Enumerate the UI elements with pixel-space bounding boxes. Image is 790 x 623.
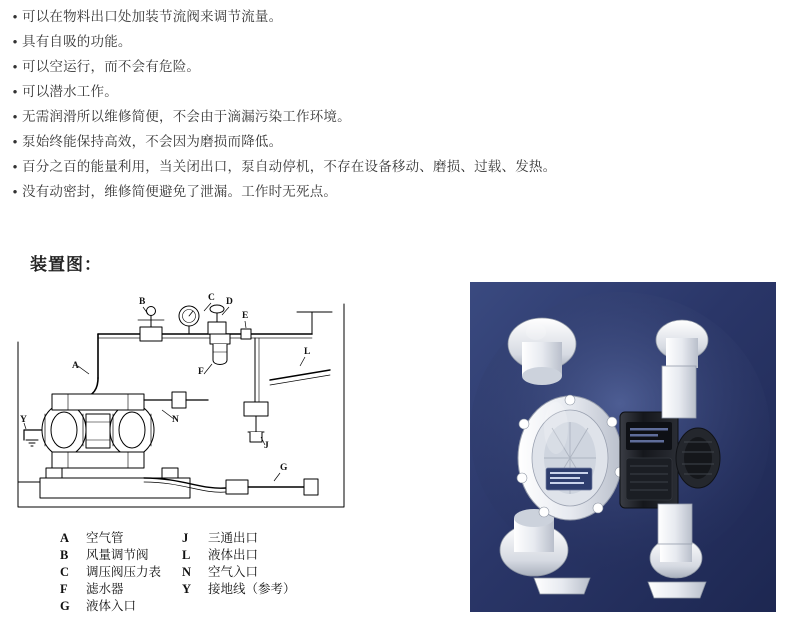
legend-column-left [60,530,182,615]
callout-Y: Y [20,415,27,425]
callout-A: A [72,361,79,371]
legend-item [60,598,182,615]
pump-photo-illustration [470,282,776,612]
legend-key: L [182,548,191,562]
legend-label: 空气入口 [208,565,259,579]
legend-item [60,547,182,564]
legend-label: 三通出口 [208,531,259,545]
legend-key: B [60,548,69,562]
callout-L: L [304,347,311,357]
callout-E: E [242,311,249,321]
product-photo [470,282,776,612]
bullet-icon: • [12,34,18,49]
bullet-icon: • [12,59,18,74]
legend-key: G [60,599,70,613]
feature-text: 泵始终能保持高效，不会因为磨损而降低。 [22,134,283,149]
legend-key: Y [182,582,192,596]
section-title: 装置图： [30,255,102,274]
list-item [0,104,790,129]
legend-key: A [60,531,70,545]
legend-column-right [182,530,360,615]
legend-label: 调压阀压力表 [86,565,162,579]
feature-text: 具有自吸的功能。 [22,34,132,49]
legend-label: 液体入口 [86,599,137,613]
bullet-icon: • [12,84,18,99]
legend-key: N [182,565,192,579]
bullet-icon: • [12,109,18,124]
legend-item [182,547,360,564]
legend-item [60,564,182,581]
list-item [0,79,790,104]
legend-item [182,530,360,547]
bullet-icon: • [12,9,18,24]
list-item [0,154,790,179]
installation-diagram [12,282,352,612]
legend-label: 滤水器 [86,582,124,596]
feature-list [0,0,790,204]
list-item [0,129,790,154]
callout-C: C [208,293,215,303]
bullet-icon: • [12,134,18,149]
callout-D: D [226,297,233,307]
feature-text: 可以在物料出口处加装节流阀来调节流量。 [22,9,283,24]
legend-label: 风量调节阀 [86,548,149,562]
feature-text: 可以潜水工作。 [22,84,118,99]
list-item [0,179,790,204]
callout-B: B [139,297,146,307]
legend-key: C [60,565,70,579]
legend-item [182,581,360,598]
schematic-drawing [12,282,352,517]
bullet-icon: • [12,159,18,174]
legend-key: J [182,531,189,545]
legend-item [60,581,182,598]
legend-label: 接地线（参考） [208,582,296,596]
feature-text: 百分之百的能量利用，当关闭出口，泵自动停机，不存在设备移动、磨损、过载、发热。 [22,159,557,174]
legend-item [60,530,182,547]
bullet-icon: • [12,184,18,199]
callout-F: F [198,367,204,377]
callout-J: J [264,441,269,451]
list-item [0,29,790,54]
callout-N: N [172,415,179,425]
feature-text: 没有动密封，维修简便避免了泄漏。工作时无死点。 [22,184,338,199]
legend-item [182,564,360,581]
legend-label: 液体出口 [208,548,259,562]
feature-text: 可以空运行，而不会有危险。 [22,59,201,74]
feature-text: 无需润滑所以维修简便，不会由于滴漏污染工作环境。 [22,109,351,124]
diagram-legend [60,530,360,615]
list-item [0,54,790,79]
callout-G: G [280,463,288,473]
legend-label: 空气管 [86,531,124,545]
list-item [0,4,790,29]
legend-key: F [60,582,68,596]
